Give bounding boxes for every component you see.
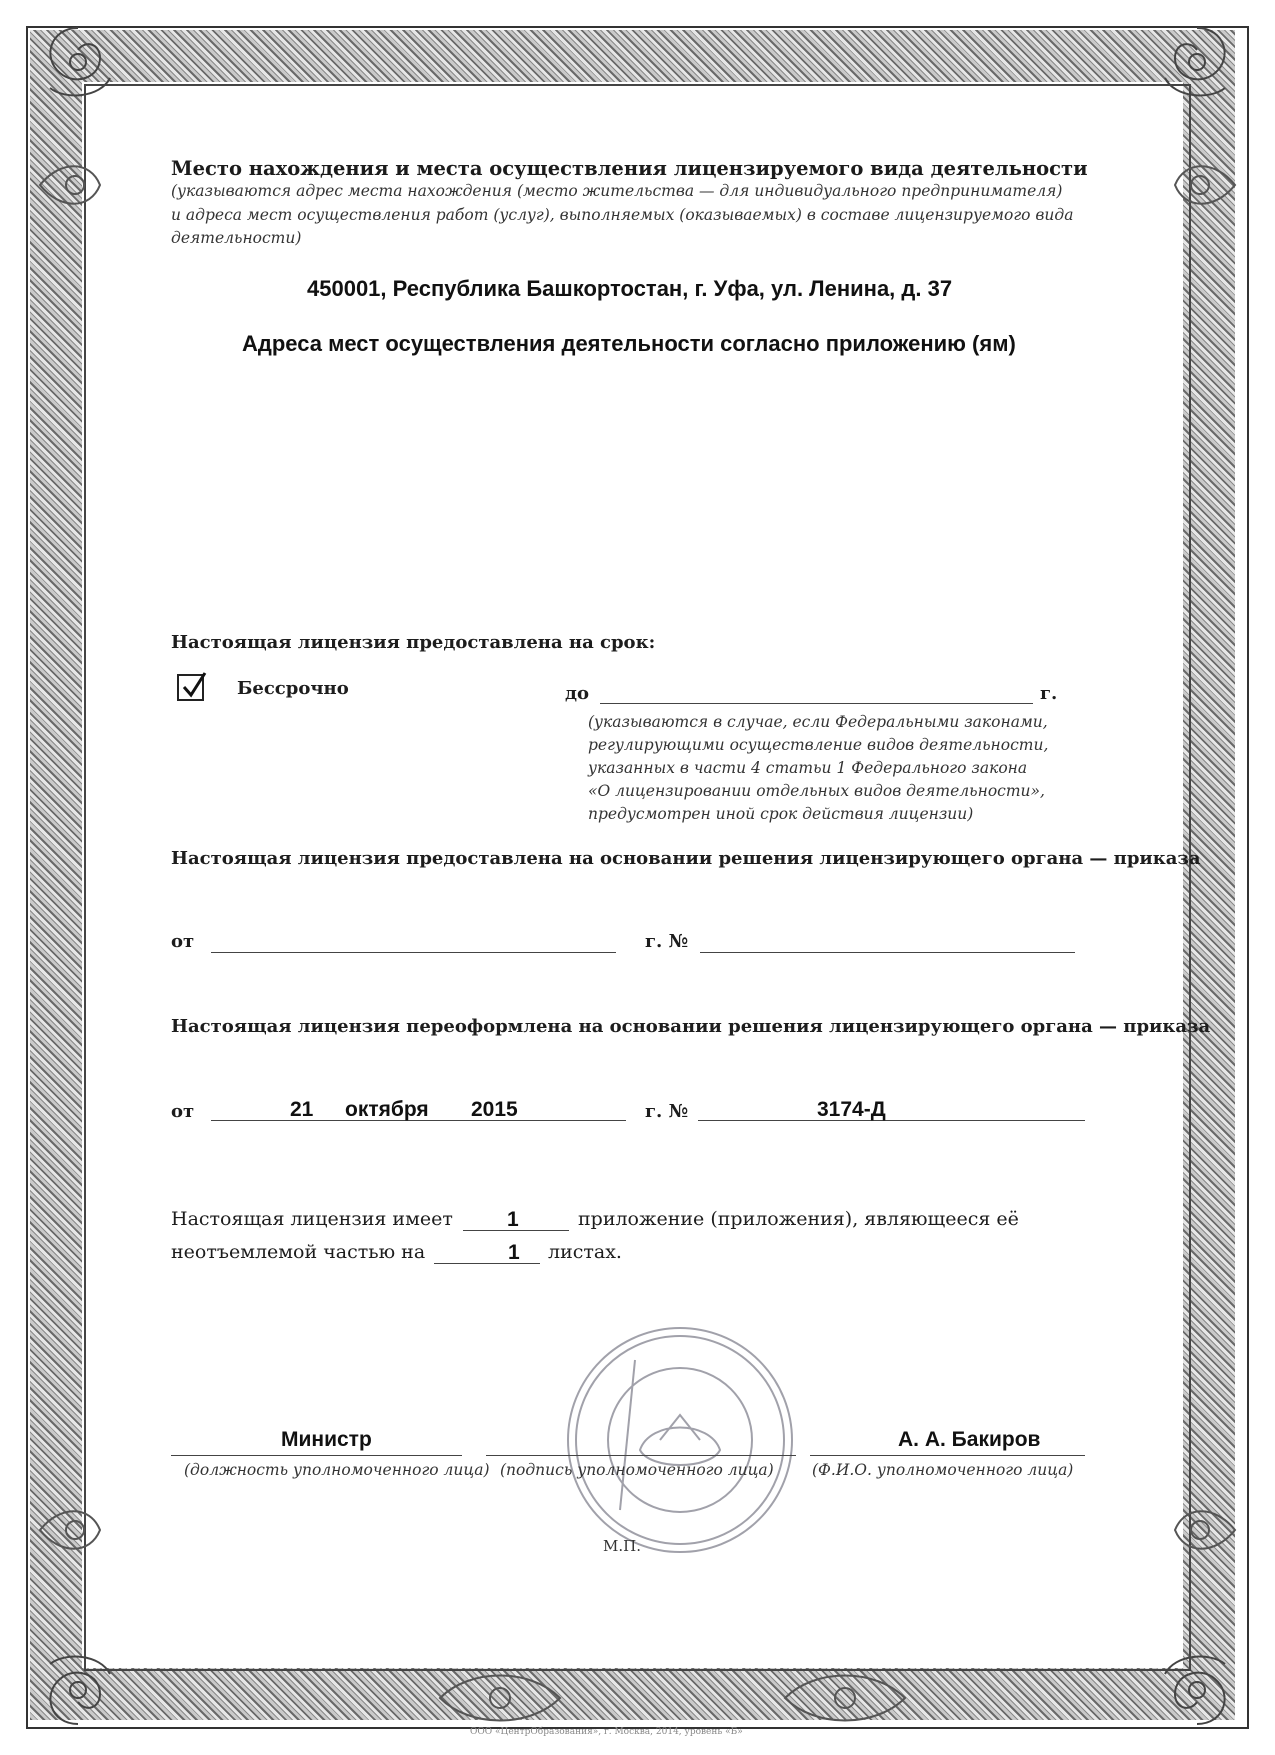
printer-imprint: ООО «ЦентрОбразования», г. Москва, 2014, уровень «Б» [470,1727,743,1737]
term-note-line: регулирующими осуществление видов деятельности, [588,736,1049,754]
reissue-order-number: 3174-Д [817,1098,886,1121]
appendix-line2-suffix: листах. [548,1241,622,1263]
year-suffix: г. [1040,683,1058,704]
official-seal-icon [560,1320,800,1560]
basis-number-line [700,952,1075,953]
until-date-line [600,703,1033,704]
corner-ornament-icon [1149,1648,1245,1734]
sheet-count-line [434,1263,540,1264]
side-ornament-icon [30,1500,140,1560]
location-title: Место нахождения и места осуществления лицензируемого вида деятельности [171,157,1088,180]
term-note-line: предусмотрен иной срок действия лицензии) [588,805,974,823]
position-line [171,1455,462,1456]
basis-date-line [211,952,616,953]
term-note-line: (указываются в случае, если Федеральными законами, [588,713,1048,731]
indefinite-checkbox [177,674,204,701]
appendix-line1-prefix: Настоящая лицензия имеет [171,1208,453,1230]
side-ornament-icon [1135,1500,1245,1560]
legal-address: 450001, Республика Башкортостан, г. Уфа, ул. Ленина, д. 37 [307,276,953,301]
side-ornament-icon [1135,155,1245,215]
checkmark-icon [179,671,209,703]
corner-ornament-icon [30,1648,126,1734]
reissue-number-line [698,1120,1085,1121]
activity-addresses: Адреса мест осуществления деятельности согласно приложению (ям) [242,331,1016,356]
corner-ornament-icon [1149,18,1245,104]
location-note-line: и адреса мест осуществления работ (услуг), выполняемых (оказываемых) в составе лицензируемого вида [171,206,1074,224]
reissue-month: октября [345,1098,429,1121]
indefinite-label: Бессрочно [237,678,349,699]
location-note-line: (указываются адрес места нахождения (место жительства — для индивидуального предпринимателя) [171,182,1063,200]
signatory-name: А. А. Бакиров [898,1428,1041,1451]
reissue-day: 21 [290,1098,314,1121]
basis-number-label: г. № [645,931,689,952]
name-line [810,1455,1085,1456]
bottom-ornament-icon [775,1668,915,1728]
appendix-line2-prefix: неотъемлемой частью на [171,1241,426,1263]
signature-caption: (подпись уполномоченного лица) [500,1461,774,1479]
term-note-line: «О лицензировании отдельных видов деятельности», [588,782,1045,800]
term-note-line: указанных в части 4 статьи 1 Федерального закона [588,759,1028,777]
signature-line [486,1455,796,1456]
reissue-number-label: г. № [645,1101,689,1122]
bottom-ornament-icon [430,1668,570,1728]
appendix-count: 1 [507,1208,519,1231]
corner-ornament-icon [30,18,126,104]
until-label: до [565,683,590,704]
location-note-line: деятельности) [171,229,302,247]
position-caption: (должность уполномоченного лица) [184,1461,490,1479]
term-title: Настоящая лицензия предоставлена на срок: [171,632,656,653]
basis-from-label: от [171,931,195,952]
name-caption: (Ф.И.О. уполномоченного лица) [812,1461,1074,1479]
reissue-from-label: от [171,1101,195,1122]
appendix-line1-suffix: приложение (приложения), являющееся её [578,1208,1019,1230]
sheet-count: 1 [508,1241,520,1264]
seal-label: М.П. [603,1537,641,1555]
basis-title: Настоящая лицензия предоставлена на основании решения лицензирующего органа — приказа [171,848,1201,869]
side-ornament-icon [30,155,140,215]
signatory-position: Министр [281,1428,372,1451]
reissue-title: Настоящая лицензия переоформлена на основании решения лицензирующего органа — приказа [171,1016,1211,1037]
reissue-year: 2015 [471,1098,518,1121]
